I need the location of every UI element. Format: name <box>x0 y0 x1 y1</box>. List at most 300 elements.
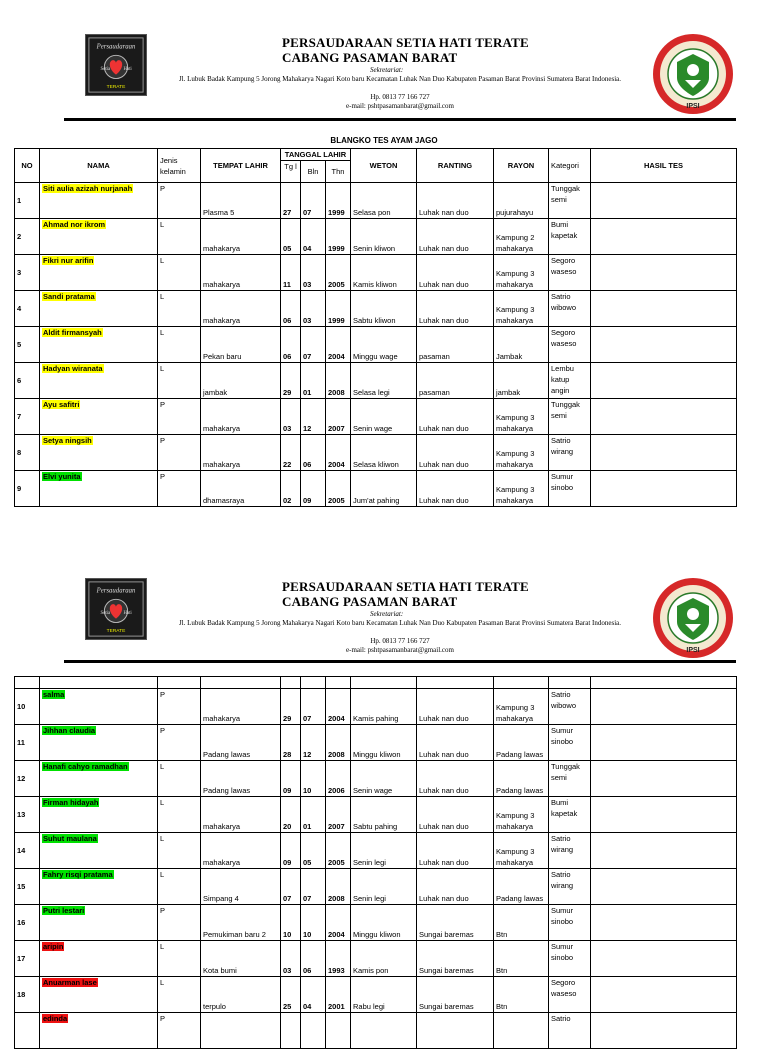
svg-text:Hati: Hati <box>123 66 132 72</box>
row-bln: 10 <box>301 761 326 797</box>
col-weton: WETON <box>351 149 417 183</box>
org-name-line1-2: PERSAUDARAAN SETIA HATI TERATE <box>282 579 529 594</box>
row-weton: Senin kliwon <box>351 219 417 255</box>
row-no: 9 <box>15 471 40 507</box>
email-2: e-mail: pshtpasamanbarat@gmail.com <box>346 646 454 654</box>
row-kategori: Sumur sinobo <box>549 725 591 761</box>
row-nama <box>40 291 158 327</box>
svg-text:Setia: Setia <box>100 610 111 616</box>
row-ranting: Luhak nan duo <box>417 869 494 905</box>
row-thn: 2004 <box>326 689 351 725</box>
row-no: 3 <box>15 255 40 291</box>
org-name-line1: PERSAUDARAAN SETIA HATI TERATE <box>282 35 529 50</box>
row-hasil-tes <box>591 183 737 219</box>
row-tempat-lahir: mahakarya <box>201 255 281 291</box>
participant-name: Firman hidayah <box>43 798 99 807</box>
table-row <box>15 941 737 977</box>
row-jenis-kelamin: L <box>158 869 201 905</box>
row-tempat-lahir: Padang lawas <box>201 725 281 761</box>
address: Jl. Lubuk Badak Kampung 5 Jorong Mahakarya Nagari Koto baru Kecamatan Luhak Nan Duo Kabupaten Pasaman Barat Provinsi Sumatera Barat Indonesia. <box>178 75 622 83</box>
row-no: 1 <box>15 183 40 219</box>
row-jenis-kelamin: P <box>158 183 201 219</box>
row-bln: 01 <box>301 363 326 399</box>
row-jenis-kelamin: P <box>158 905 201 941</box>
row-tempat-lahir: mahakarya <box>201 219 281 255</box>
participant-name: Aldit firmansyah <box>43 328 102 337</box>
col-ranting: RANTING <box>417 149 494 183</box>
header-divider-2 <box>64 660 736 663</box>
row-rayon: Kampung 2 mahakarya <box>494 219 549 255</box>
row-tgl: 06 <box>281 327 301 363</box>
row-rayon: Kampung 3 mahakarya <box>494 833 549 869</box>
row-hasil-tes <box>591 363 737 399</box>
row-ranting: Luhak nan duo <box>417 761 494 797</box>
row-rayon: Jambak <box>494 327 549 363</box>
row-no: 4 <box>15 291 40 327</box>
row-tgl: 09 <box>281 761 301 797</box>
row-thn: 2006 <box>326 761 351 797</box>
row-hasil-tes <box>591 291 737 327</box>
row-tgl: 05 <box>281 219 301 255</box>
row-weton: Minggu kliwon <box>351 725 417 761</box>
row-ranting: Luhak nan duo <box>417 255 494 291</box>
row-bln: 03 <box>301 291 326 327</box>
table-row <box>15 833 737 869</box>
svg-text:Persaudaraan: Persaudaraan <box>96 587 136 595</box>
row-no: 6 <box>15 363 40 399</box>
letterhead-2 <box>0 576 768 664</box>
svg-text:Setia: Setia <box>100 66 111 72</box>
table-row <box>15 219 737 255</box>
row-hasil-tes <box>591 435 737 471</box>
row-rayon: pujurahayu <box>494 183 549 219</box>
row-kategori: Satrio wirang <box>549 833 591 869</box>
row-hasil-tes <box>591 399 737 435</box>
row-ranting: pasaman <box>417 363 494 399</box>
row-kategori: Lembu katup angin <box>549 363 591 399</box>
row-jenis-kelamin: L <box>158 255 201 291</box>
row-hasil-tes <box>591 725 737 761</box>
secretariat-label: Sekretariat: <box>370 66 404 74</box>
row-tempat-lahir: mahakarya <box>201 689 281 725</box>
row-hasil-tes <box>591 833 737 869</box>
svg-text:TERATE: TERATE <box>106 629 126 635</box>
row-tgl: 20 <box>281 797 301 833</box>
row-ranting: Luhak nan duo <box>417 797 494 833</box>
row-tgl: 11 <box>281 255 301 291</box>
participant-name: Hanafi cahyo ramadhan <box>43 762 128 771</box>
row-nama <box>40 255 158 291</box>
row-hasil-tes <box>591 941 737 977</box>
row-hasil-tes <box>591 255 737 291</box>
svg-text:Hati: Hati <box>123 610 132 616</box>
row-bln <box>301 1013 326 1049</box>
row-bln: 03 <box>301 255 326 291</box>
participant-name: Anuarman lase <box>43 978 97 987</box>
col-hasil-tes: HASIL TES <box>591 149 737 183</box>
table-row <box>15 905 737 941</box>
row-hasil-tes <box>591 219 737 255</box>
row-kategori: Satrio wirang <box>549 869 591 905</box>
row-no: 15 <box>15 869 40 905</box>
row-rayon: Btn <box>494 941 549 977</box>
row-no: 5 <box>15 327 40 363</box>
col-thn: Thn <box>326 161 351 183</box>
row-kategori: Bumi kapetak <box>549 219 591 255</box>
participant-name: Ahmad nor ikrom <box>43 220 106 229</box>
row-ranting: Sungai baremas <box>417 905 494 941</box>
participant-name: Suhut maulana <box>43 834 97 843</box>
row-tgl: 28 <box>281 725 301 761</box>
row-no: 13 <box>15 797 40 833</box>
row-kategori: Satrio wirang <box>549 435 591 471</box>
table-row <box>15 725 737 761</box>
row-thn: 2008 <box>326 725 351 761</box>
row-thn: 2005 <box>326 833 351 869</box>
row-tempat-lahir: mahakarya <box>201 435 281 471</box>
row-bln: 12 <box>301 725 326 761</box>
svg-text:IPSI: IPSI <box>686 103 700 110</box>
participant-name: Fahry risqi pratama <box>43 870 113 879</box>
svg-text:TERATE: TERATE <box>106 85 126 91</box>
ipsi-logo <box>651 32 735 116</box>
row-bln: 10 <box>301 905 326 941</box>
row-weton: Selasa kliwon <box>351 435 417 471</box>
row-jenis-kelamin: L <box>158 363 201 399</box>
row-tgl: 29 <box>281 689 301 725</box>
col-nama: NAMA <box>40 149 158 183</box>
row-nama <box>40 327 158 363</box>
row-ranting: Luhak nan duo <box>417 725 494 761</box>
row-hasil-tes <box>591 471 737 507</box>
row-thn: 2005 <box>326 255 351 291</box>
row-weton: Rabu legi <box>351 977 417 1013</box>
row-nama <box>40 833 158 869</box>
row-bln: 07 <box>301 689 326 725</box>
participant-name: Jihhan claudia <box>43 726 96 735</box>
row-weton: Kamis kliwon <box>351 255 417 291</box>
table-row <box>15 435 737 471</box>
row-rayon: Kampung 3 mahakarya <box>494 471 549 507</box>
row-ranting: Luhak nan duo <box>417 291 494 327</box>
col-bln: Bln <box>301 161 326 183</box>
row-ranting: Luhak nan duo <box>417 435 494 471</box>
row-ranting: Sungai baremas <box>417 941 494 977</box>
row-thn: 2001 <box>326 977 351 1013</box>
row-weton: Senin legi <box>351 833 417 869</box>
address-2: Jl. Lubuk Badak Kampung 5 Jorong Mahakarya Nagari Koto baru Kecamatan Luhak Nan Duo Kabupaten Pasaman Barat Provinsi Sumatera Barat Indonesia. <box>178 619 622 627</box>
row-tgl: 27 <box>281 183 301 219</box>
row-hasil-tes <box>591 977 737 1013</box>
row-tempat-lahir: Padang lawas <box>201 761 281 797</box>
row-rayon: Padang lawas <box>494 761 549 797</box>
row-jenis-kelamin: L <box>158 327 201 363</box>
document-title: BLANGKO TES AYAM JAGO <box>330 136 438 145</box>
row-tgl: 10 <box>281 905 301 941</box>
table-row <box>15 399 737 435</box>
row-nama <box>40 183 158 219</box>
row-jenis-kelamin: P <box>158 689 201 725</box>
row-no: 7 <box>15 399 40 435</box>
row-weton: Minggu wage <box>351 327 417 363</box>
participant-name: aripin <box>43 942 64 951</box>
row-ranting: Sungai baremas <box>417 977 494 1013</box>
row-rayon: Kampung 3 mahakarya <box>494 797 549 833</box>
row-weton: Jum'at pahing <box>351 471 417 507</box>
row-bln: 06 <box>301 941 326 977</box>
participant-name: Elvi yunita <box>43 472 81 481</box>
row-thn: 2007 <box>326 399 351 435</box>
row-rayon: Padang lawas <box>494 725 549 761</box>
row-nama <box>40 761 158 797</box>
row-thn: 1999 <box>326 183 351 219</box>
row-no: 16 <box>15 905 40 941</box>
table-row <box>15 363 737 399</box>
row-tgl: 22 <box>281 435 301 471</box>
test-table-1 <box>14 148 737 507</box>
row-hasil-tes <box>591 761 737 797</box>
participant-name: edinda <box>43 1014 68 1023</box>
row-nama <box>40 905 158 941</box>
col-tempat-lahir: TEMPAT LAHIR <box>201 149 281 183</box>
row-rayon: Btn <box>494 905 549 941</box>
row-kategori: Satrio wibowo <box>549 291 591 327</box>
col-no: NO <box>15 149 40 183</box>
table-row <box>15 255 737 291</box>
row-thn: 1999 <box>326 291 351 327</box>
row-jenis-kelamin: P <box>158 1013 201 1049</box>
row-weton: Senin legi <box>351 869 417 905</box>
table-row <box>15 183 737 219</box>
row-tgl: 25 <box>281 977 301 1013</box>
row-tempat-lahir: jambak <box>201 363 281 399</box>
row-ranting: Luhak nan duo <box>417 183 494 219</box>
row-ranting: Luhak nan duo <box>417 471 494 507</box>
row-bln: 04 <box>301 219 326 255</box>
row-rayon: Kampung 3 mahakarya <box>494 255 549 291</box>
table-row <box>15 291 737 327</box>
row-rayon: Kampung 3 mahakarya <box>494 399 549 435</box>
row-tempat-lahir: mahakarya <box>201 797 281 833</box>
secretariat-label-2: Sekretariat: <box>370 610 404 618</box>
row-weton: Kamis pahing <box>351 689 417 725</box>
table-row <box>15 689 737 725</box>
row-tgl: 09 <box>281 833 301 869</box>
org-name-line2: CABANG PASAMAN BARAT <box>282 50 458 65</box>
participant-name: salma <box>43 690 65 699</box>
row-tgl: 29 <box>281 363 301 399</box>
ipsi-logo-2 <box>651 576 735 660</box>
row-tgl: 03 <box>281 399 301 435</box>
row-jenis-kelamin: P <box>158 725 201 761</box>
svg-text:IPSI: IPSI <box>686 647 700 654</box>
row-tempat-lahir: mahakarya <box>201 291 281 327</box>
row-hasil-tes <box>591 1013 737 1049</box>
row-bln: 05 <box>301 833 326 869</box>
email: e-mail: pshtpasamanbarat@gmail.com <box>346 102 454 110</box>
row-thn: 2008 <box>326 869 351 905</box>
row-weton: Selasa legi <box>351 363 417 399</box>
row-weton: Senin wage <box>351 761 417 797</box>
row-nama <box>40 977 158 1013</box>
participant-name: Sandi pratama <box>43 292 95 301</box>
participant-name: Siti aulia azizah nurjanah <box>43 184 133 193</box>
phone: Hp. 0813 77 166 727 <box>370 93 430 101</box>
participant-name: Putri lestari <box>43 906 85 915</box>
table-row <box>15 761 737 797</box>
row-nama <box>40 219 158 255</box>
col-jenis-kelamin: Jenis kelamin <box>158 149 201 183</box>
col-tgl: Tg l <box>281 161 301 183</box>
row-kategori: Sumur sinobo <box>549 471 591 507</box>
row-tempat-lahir: dhamasraya <box>201 471 281 507</box>
row-ranting: Luhak nan duo <box>417 689 494 725</box>
row-tempat-lahir: terpulo <box>201 977 281 1013</box>
row-rayon: Padang lawas <box>494 869 549 905</box>
table-row <box>15 869 737 905</box>
row-hasil-tes <box>591 689 737 725</box>
row-hasil-tes <box>591 327 737 363</box>
table-row <box>15 471 737 507</box>
row-tempat-lahir: Kota bumi <box>201 941 281 977</box>
row-tempat-lahir: Simpang 4 <box>201 869 281 905</box>
row-no: 18 <box>15 977 40 1013</box>
participant-name: Fikri nur arifin <box>43 256 94 265</box>
row-ranting: pasaman <box>417 327 494 363</box>
org-name-line2-2: CABANG PASAMAN BARAT <box>282 594 458 609</box>
row-kategori: Segoro waseso <box>549 255 591 291</box>
row-nama <box>40 869 158 905</box>
row-thn: 2005 <box>326 471 351 507</box>
row-kategori: Tunggak semi <box>549 183 591 219</box>
table-row <box>15 327 737 363</box>
row-tempat-lahir <box>201 1013 281 1049</box>
row-bln: 09 <box>301 471 326 507</box>
row-kategori: Segoro waseso <box>549 327 591 363</box>
row-thn <box>326 1013 351 1049</box>
col-tanggal-lahir: TANGGAL LAHIR <box>281 149 351 161</box>
row-no: 10 <box>15 689 40 725</box>
row-nama <box>40 471 158 507</box>
row-ranting: Luhak nan duo <box>417 219 494 255</box>
row-no <box>15 1013 40 1049</box>
row-ranting <box>417 1013 494 1049</box>
row-nama <box>40 1013 158 1049</box>
row-kategori: Satrio <box>549 1013 591 1049</box>
row-thn: 2004 <box>326 327 351 363</box>
row-hasil-tes <box>591 905 737 941</box>
row-jenis-kelamin: L <box>158 941 201 977</box>
row-hasil-tes <box>591 869 737 905</box>
row-hasil-tes <box>591 797 737 833</box>
row-thn: 2008 <box>326 363 351 399</box>
row-kategori: Bumi kapetak <box>549 797 591 833</box>
phone-2: Hp. 0813 77 166 727 <box>370 637 430 645</box>
row-kategori: Satrio wibowo <box>549 689 591 725</box>
row-kategori: Tunggak semi <box>549 761 591 797</box>
row-no: 12 <box>15 761 40 797</box>
row-tempat-lahir: mahakarya <box>201 399 281 435</box>
row-tempat-lahir: Pekan baru <box>201 327 281 363</box>
page-1 <box>0 0 768 520</box>
row-tempat-lahir: mahakarya <box>201 833 281 869</box>
row-thn: 2004 <box>326 905 351 941</box>
row-jenis-kelamin: P <box>158 399 201 435</box>
row-tgl: 03 <box>281 941 301 977</box>
row-rayon: jambak <box>494 363 549 399</box>
test-table-2 <box>14 676 737 1049</box>
row-tgl: 02 <box>281 471 301 507</box>
row-bln: 07 <box>301 327 326 363</box>
row-jenis-kelamin: L <box>158 219 201 255</box>
row-thn: 2004 <box>326 435 351 471</box>
row-nama <box>40 725 158 761</box>
row-weton: Kamis pon <box>351 941 417 977</box>
row-jenis-kelamin: L <box>158 761 201 797</box>
row-tempat-lahir: Plasma 5 <box>201 183 281 219</box>
row-weton <box>351 1013 417 1049</box>
row-thn: 1999 <box>326 219 351 255</box>
row-rayon: Kampung 3 mahakarya <box>494 689 549 725</box>
header-divider <box>64 118 736 121</box>
row-weton: Minggu kliwon <box>351 905 417 941</box>
row-jenis-kelamin: P <box>158 471 201 507</box>
row-no: 17 <box>15 941 40 977</box>
participant-name: Hadyan wiranata <box>43 364 103 373</box>
svg-text:Persaudaraan: Persaudaraan <box>96 43 136 51</box>
row-no: 2 <box>15 219 40 255</box>
row-bln: 01 <box>301 797 326 833</box>
row-bln: 07 <box>301 183 326 219</box>
row-bln: 07 <box>301 869 326 905</box>
row-jenis-kelamin: L <box>158 291 201 327</box>
col-kategori: Kategori <box>549 149 591 183</box>
participant-name: Ayu safitri <box>43 400 80 409</box>
row-jenis-kelamin: P <box>158 435 201 471</box>
row-no: 8 <box>15 435 40 471</box>
row-ranting: Luhak nan duo <box>417 399 494 435</box>
row-weton: Sabtu kliwon <box>351 291 417 327</box>
row-rayon: Kampung 3 mahakarya <box>494 435 549 471</box>
row-nama <box>40 797 158 833</box>
row-kategori: Sumur sinobo <box>549 941 591 977</box>
psht-logo <box>85 34 147 96</box>
psht-logo-2 <box>85 578 147 640</box>
row-weton: Selasa pon <box>351 183 417 219</box>
row-no: 11 <box>15 725 40 761</box>
table-row <box>15 1013 737 1049</box>
row-thn: 1993 <box>326 941 351 977</box>
row-jenis-kelamin: L <box>158 797 201 833</box>
row-tgl: 06 <box>281 291 301 327</box>
letterhead <box>0 32 768 120</box>
table-1-body <box>15 183 737 507</box>
row-bln: 04 <box>301 977 326 1013</box>
row-nama <box>40 399 158 435</box>
row-no: 14 <box>15 833 40 869</box>
row-kategori: Sumur sinobo <box>549 905 591 941</box>
row-nama <box>40 689 158 725</box>
row-bln: 06 <box>301 435 326 471</box>
row-rayon <box>494 1013 549 1049</box>
row-nama <box>40 363 158 399</box>
row-tgl: 07 <box>281 869 301 905</box>
row-rayon: Btn <box>494 977 549 1013</box>
row-jenis-kelamin: L <box>158 977 201 1013</box>
page-2 <box>0 540 768 1024</box>
row-nama <box>40 941 158 977</box>
row-jenis-kelamin: L <box>158 833 201 869</box>
